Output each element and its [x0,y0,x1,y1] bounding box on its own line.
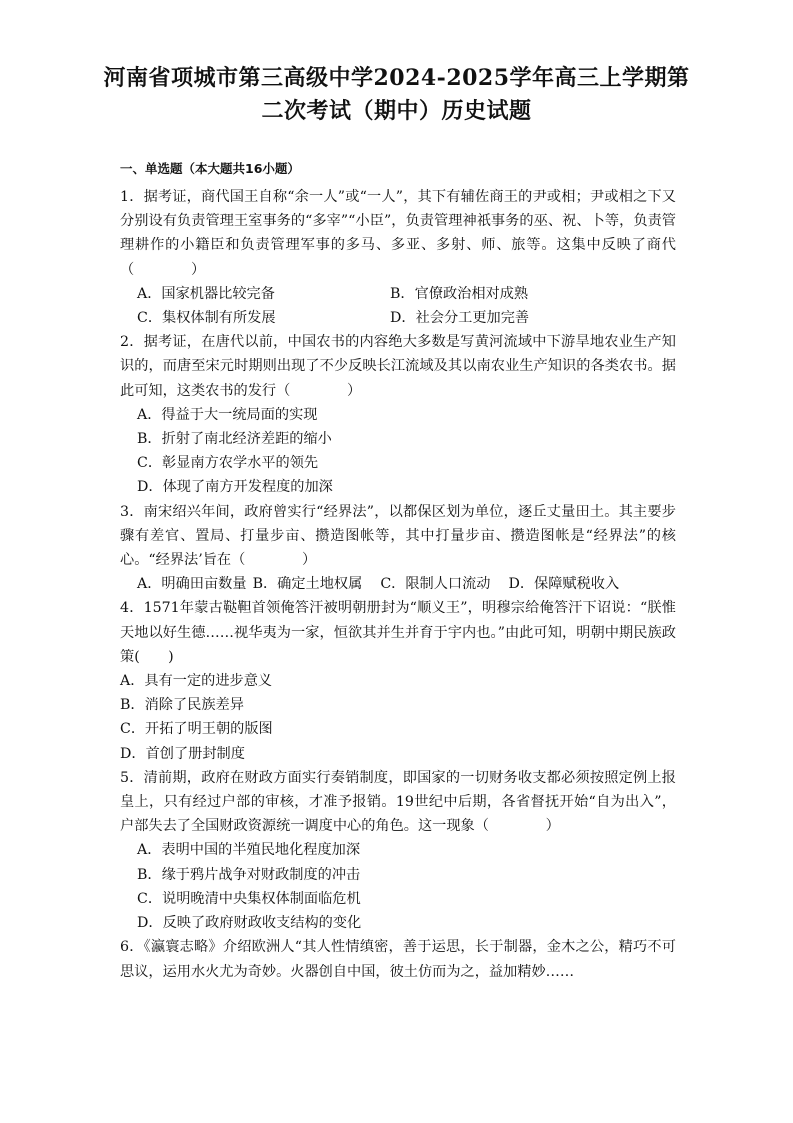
option-a: A．得益于大一统局面的实现 [137,406,318,423]
question-6 [120,935,676,983]
option-c: C．开拓了明王朝的版图 [120,721,273,738]
option-c: C．限制人口流动 [380,576,491,593]
question-stem: 6．《瀛寰志略》介绍欧洲人“其人性情缜密，善于运思，长于制器，金木之公，精巧不可思议，运用水火尤为奇妙。火器创自中国，彼土仿而为之，益加精妙…… [120,939,676,980]
options-row [120,306,676,330]
option-b: B．确定土地权属 [252,576,363,593]
exam-title [90,62,703,128]
option-c: C．说明晚清中央集权体制面临危机 [137,890,361,907]
question-stem: 2．据考证，在唐代以前，中国农书的内容绝大多数是写黄河流域中下游旱地农业生产知识的，而唐至宋元时期则出现了不少反映长江流域及其以南农业生产知识的各类农书。据此可知，这类农书的发行（ ） [120,334,676,399]
question-stem: 4．1571年蒙古鞑靼首领俺答汗被明朝册封为“顺义王”，明穆宗给俺答汗下诏说：“朕惟天地以好生德……视华夷为一家，恒欲其并生并育于宇内也。”由此可知，明朝中期民族政策( ) [120,600,676,665]
options-row [120,282,676,306]
option-d: D．首创了册封制度 [120,745,245,762]
option-c: C．彰显南方农学水平的领先 [137,455,319,472]
option-b: B．消除了民族差异 [120,697,244,714]
option-b: B．缘于鸦片战争对财政制度的冲击 [137,866,361,883]
option-a: A．表明中国的半殖民地化程度加深 [137,842,361,859]
question-stem: 5．清前期，政府在财政方面实行奏销制度，即国家的一切财务收支都必须按照定例上报皇上，只有经过户部的审核，才准予报销。19世纪中后期，各省督抚开始“自为出入”，户部失去了全国财政资源统一调度中心的角色。这一现象（ ） [120,769,676,835]
question-4 [120,596,676,765]
question-stem: 3．南宋绍兴年间，政府曾实行“经界法”，以都保区划为单位，逐丘丈量田土。其主要步骤有差官、置局、打量步亩、攒造图帐等，其中打量步亩、攒造图帐是“经界法”的核心。“经界法’旨在（ ） [120,503,676,569]
question-stem: 1．据考证，商代国王自称“余一人”或“一人”，其下有辅佐商王的尹或相；尹或相之下又分别设有负责管理王室事务的“多宰”“小臣”，负责管理神祇事务的巫、祝、卜等，负责管理耕作的小籍臣和负责管理军事的多马、多亚、多射、师、旅等。这集中反映了商代（ ） [120,189,676,278]
question-1 [120,185,676,330]
option-c: C．集权体制有所发展 [137,310,276,327]
option-d: D．保障赋税收入 [508,576,620,593]
question-5 [120,766,676,935]
option-d: D．社会分工更加完善 [390,310,530,327]
title-line-2: 二次考试（期中）历史试题 [261,98,532,124]
option-b: B．官僚政治相对成熟 [390,285,529,302]
option-d: D．反映了政府财政收支结构的变化 [137,915,362,932]
question-3 [120,500,676,597]
question-list [120,185,676,984]
option-b: B．折射了南北经济差距的缩小 [137,431,332,448]
option-a: A．明确田亩数量 [137,576,247,593]
question-2 [120,330,676,499]
option-a: A．国家机器比较完备 [137,285,275,302]
options-row [120,572,676,596]
option-a: A．具有一定的进步意义 [120,673,273,690]
section-heading: 一、单选题（本大题共16小题） [120,161,300,176]
option-d: D．体现了南方开发程度的加深 [137,479,333,496]
title-line-1: 河南省项城市第三高级中学2024-2025学年高三上学期第 [103,65,690,91]
